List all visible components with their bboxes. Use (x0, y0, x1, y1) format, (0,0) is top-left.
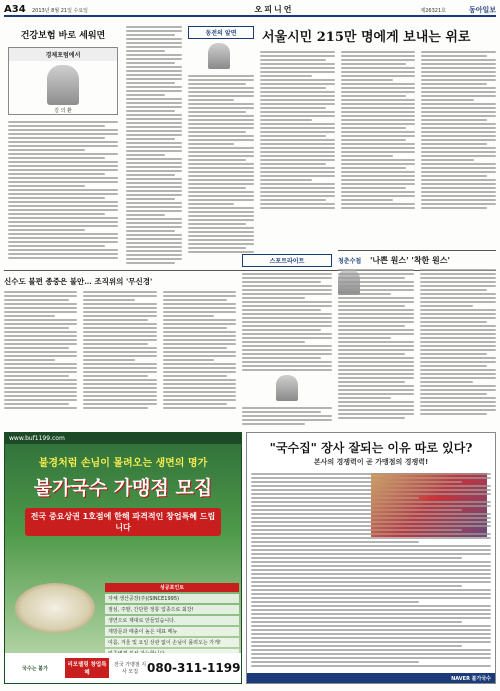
paper-logo: 동아일보 (468, 6, 496, 14)
story-youth-notebook (338, 250, 496, 428)
ad-cta-badge[interactable]: 리모델링 창업특혜 (65, 658, 109, 678)
phone-number[interactable]: 080-311-1199 (147, 661, 241, 675)
ad-contact-bar (5, 653, 241, 683)
column-title: 건강보험 바로 세워면 (20, 31, 106, 41)
story4-body (338, 269, 496, 429)
section-title: 오피니언 (254, 5, 294, 14)
editorial-column (186, 22, 256, 270)
ad-title: 불가국수 가맹점 모집 (33, 477, 213, 499)
story3-body (240, 271, 334, 371)
point-item: 점심, 주말, 간단한 정통 업종으로 최강! (105, 605, 239, 614)
noodle-shop-advertorial[interactable] (246, 432, 496, 684)
column-health-insurance (4, 22, 122, 270)
point-item: 여름, 겨울 및 요일 상관 없이 손님이 몰려오는 가게! (105, 638, 239, 647)
column-body (4, 117, 122, 267)
point-item: 재방문과 매출이 높은 대표 메뉴 (105, 627, 239, 636)
ad-url[interactable]: www.buf1199.com (5, 433, 241, 444)
ad-success-points (105, 583, 239, 660)
editorial-tag: 동전의 앞면 (188, 26, 254, 39)
column-tag: 경제포럼에서 (9, 48, 117, 61)
lead-body (260, 51, 496, 261)
story4-heading (338, 250, 496, 269)
author-photo (47, 65, 79, 105)
noodle-franchise-ad[interactable] (4, 432, 242, 684)
editorial-author-photo (208, 43, 230, 69)
editorial-body (186, 73, 256, 269)
lead-headline: 서울시민 215만 명에게 보내는 위로 (262, 30, 471, 45)
point-item: 자체 생산공장(주)(SINCE1995) (105, 594, 239, 603)
lead-story (260, 22, 496, 270)
story4-headline: '나쁜 원스' '착한 원스' (369, 255, 450, 265)
phone-label: 전국 가맹점 지사 모집 (113, 662, 147, 675)
advertorial-footer (247, 673, 495, 683)
advertorial-subhead: 본사의 경쟁력이 곧 가맹점의 경쟁력! (313, 458, 429, 466)
footer-brand[interactable]: NAVER 불가국수 (451, 675, 491, 682)
advertorial-body (247, 471, 495, 667)
point-item: 생면으로 제대로 만들었습니다. (105, 616, 239, 625)
story-olympic (4, 274, 236, 424)
ad-brand: 국수는 불가 (22, 665, 48, 672)
story-spotlight (240, 250, 334, 428)
masthead (4, 3, 496, 17)
noodle-bowl-image (15, 583, 95, 633)
issue-number: 제26321호 (420, 8, 446, 14)
story2-headline: 신수도 불편 종중은 불안… 조직위의 '무신경' (4, 277, 153, 286)
author-name: 김 의 환 (54, 108, 72, 114)
story4-tag: 청춘수첩 (338, 258, 362, 265)
ad-offer-band: 전국 중요상권 1호점에 한해 파격적인 창업특혜 드립니다 (25, 508, 221, 536)
spotlight-author-photo (276, 375, 298, 401)
issue-date: 2013년 8월 21일 수요일 (32, 8, 89, 14)
ad-slogan: 불경처럼 손님이 몰려오는 생면의 명가 (38, 458, 208, 469)
points-title: 성공포인트 (105, 583, 239, 592)
spotlight-tag: 스포트라이트 (242, 254, 332, 267)
advertorial-headline: "국수집" 장사 잘되는 이유 따로 있다? (269, 441, 473, 455)
story2-body (4, 291, 236, 421)
author-box (8, 47, 118, 115)
story3-body-2 (240, 405, 334, 435)
column-body-2 (126, 22, 182, 270)
page-number: A34 (4, 4, 26, 15)
